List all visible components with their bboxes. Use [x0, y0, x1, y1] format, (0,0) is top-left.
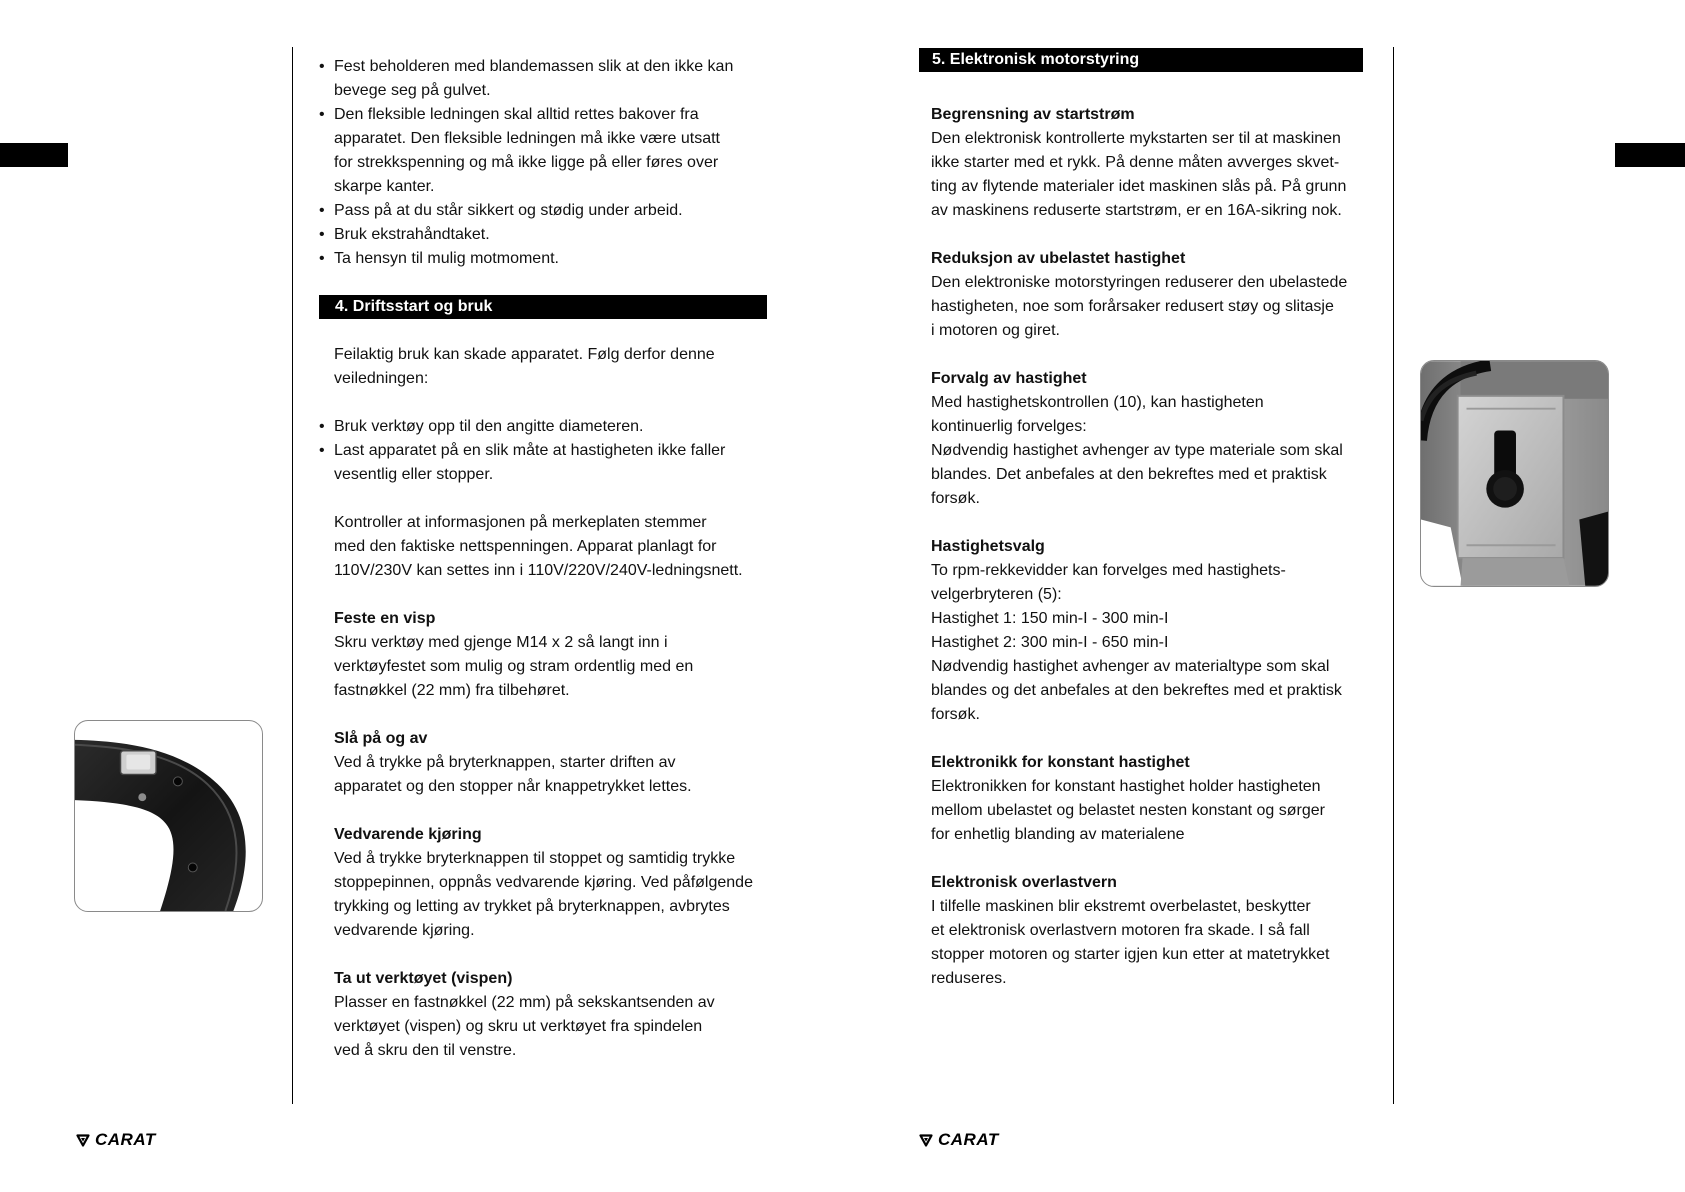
- subsection-heading: Feste en visp: [334, 610, 436, 627]
- bullet-marker: •: [319, 418, 325, 435]
- text-line: trykking og letting av trykket på bryterknappen, avbrytes: [334, 898, 730, 915]
- brand-logo: [919, 1130, 999, 1150]
- handle-switch-photo: [74, 720, 263, 912]
- bullet-item: [319, 223, 769, 247]
- text-line: i motoren og giret.: [931, 322, 1060, 339]
- subsection-heading: Vedvarende kjøring: [334, 826, 482, 843]
- subsection: [319, 727, 769, 799]
- subsection: [919, 367, 1365, 511]
- brand-name: CARAT: [95, 1130, 156, 1149]
- text-line: med den faktiske nettspenningen. Apparat planlagt for: [334, 538, 717, 555]
- subsection: [319, 823, 769, 943]
- text-line: ikke starter med et rykk. På denne måten avverges skvet-: [931, 154, 1340, 171]
- section-title-bar: 5. Elektronisk motorstyring: [919, 48, 1363, 72]
- text-line: blandes. Det anbefales at den bekreftes med et praktisk: [931, 466, 1327, 483]
- text-line: veiledningen:: [334, 370, 429, 387]
- text-line: reduseres.: [931, 970, 1007, 987]
- paragraph: [319, 343, 769, 391]
- text-line: blandes og det anbefales at den bekreftes med et praktisk: [931, 682, 1342, 699]
- text-line: skarpe kanter.: [334, 178, 435, 195]
- chapter-tab-right: [1615, 143, 1685, 167]
- subsection: [319, 967, 769, 1063]
- text-line: verktøyet (vispen) og skru ut verktøyet fra spindelen: [334, 1018, 703, 1035]
- text-line: bevege seg på gulvet.: [334, 82, 491, 99]
- right-column: [919, 51, 1365, 991]
- text-line: mellom ubelastet og belastet nesten konstant og sørger: [931, 802, 1325, 819]
- speed-dial-photo: [1420, 360, 1609, 587]
- text-line: stoppepinnen, oppnås vedvarende kjøring. Ved påfølgende: [334, 874, 753, 891]
- bullet-item: [319, 55, 769, 103]
- subsection-heading: Reduksjon av ubelastet hastighet: [931, 250, 1186, 267]
- text-line: Last apparatet på en slik måte at hastigheten ikke faller: [334, 442, 726, 459]
- carat-logo-icon: [919, 1133, 933, 1147]
- left-column: [319, 55, 769, 1063]
- subsection: [919, 751, 1365, 847]
- text-line: I tilfelle maskinen blir ekstremt overbelastet, beskytter: [931, 898, 1311, 915]
- margin-rule-right: [1393, 47, 1394, 1104]
- text-line: Den elektronisk kontrollerte mykstarten ser til at maskinen: [931, 130, 1341, 147]
- text-line: hastigheten, noe som forårsaker redusert støy og slitasje: [931, 298, 1334, 315]
- paragraph: [319, 511, 769, 583]
- text-line: fastnøkkel (22 mm) fra tilbehøret.: [334, 682, 570, 699]
- section-title-bar: 4. Driftsstart og bruk: [319, 295, 767, 319]
- bullet-marker: •: [319, 226, 325, 243]
- text-line: stopper motoren og starter igjen kun etter at matetrykket: [931, 946, 1330, 963]
- text-line: velgerbryteren (5):: [931, 586, 1062, 603]
- bullet-item: [319, 247, 769, 271]
- text-line: vedvarende kjøring.: [334, 922, 475, 939]
- text-line: verktøyfestet som mulig og stram ordentlig med en: [334, 658, 694, 675]
- text-line: Bruk verktøy opp til den angitte diameteren.: [334, 418, 644, 435]
- text-line: Elektronikken for konstant hastighet holder hastigheten: [931, 778, 1321, 795]
- text-line: for enhetlig blanding av materialene: [931, 826, 1185, 843]
- subsection-heading: Slå på og av: [334, 730, 428, 747]
- text-line: Ta hensyn til mulig motmoment.: [334, 250, 559, 267]
- subsection-heading: Elektronikk for konstant hastighet: [931, 754, 1190, 771]
- brand-logo: [76, 1130, 156, 1150]
- bullet-item: [319, 415, 769, 439]
- subsection: [919, 535, 1365, 727]
- subsection-heading: Hastighetsvalg: [931, 538, 1045, 555]
- bullet-marker: •: [319, 250, 325, 267]
- bullet-item: [319, 103, 769, 199]
- text-line: Fest beholderen med blandemassen slik at den ikke kan: [334, 58, 734, 75]
- brand-name: CARAT: [938, 1130, 999, 1149]
- text-line: To rpm-rekkevidder kan forvelges med hastighets-: [931, 562, 1286, 579]
- subsection-heading: Ta ut verktøyet (vispen): [334, 970, 513, 987]
- text-line: Hastighet 1: 150 min-I - 300 min-I: [931, 610, 1169, 627]
- text-line: Ved å trykke på bryterknappen, starter driften av: [334, 754, 676, 771]
- subsection: [319, 607, 769, 703]
- bullet-marker: •: [319, 202, 325, 219]
- chapter-tab-left: [0, 143, 68, 167]
- subsection: [919, 871, 1365, 991]
- bullet-item: [319, 439, 769, 487]
- text-line: Skru verktøy med gjenge M14 x 2 så langt inn i: [334, 634, 668, 651]
- text-line: Med hastighetskontrollen (10), kan hastigheten: [931, 394, 1264, 411]
- text-line: Plasser en fastnøkkel (22 mm) på sekskantsenden av: [334, 994, 715, 1011]
- subsection: [919, 103, 1365, 223]
- text-line: Nødvendig hastighet avhenger av materialtype som skal: [931, 658, 1330, 675]
- text-line: kontinuerlig forvelges:: [931, 418, 1087, 435]
- bullet-item: [319, 199, 769, 223]
- bullet-marker: •: [319, 58, 325, 75]
- text-line: Feilaktig bruk kan skade apparatet. Følg derfor denne: [334, 346, 715, 363]
- text-line: et elektronisk overlastvern motoren fra skade. I så fall: [931, 922, 1310, 939]
- subsection-heading: Begrensning av startstrøm: [931, 106, 1135, 123]
- text-line: Den elektroniske motorstyringen reduserer den ubelastede: [931, 274, 1348, 291]
- text-line: Kontroller at informasjonen på merkeplaten stemmer: [334, 514, 707, 531]
- text-line: Ved å trykke bryterknappen til stoppet og samtidig trykke: [334, 850, 736, 867]
- carat-logo-icon: [76, 1133, 90, 1147]
- text-line: Nødvendig hastighet avhenger av type materiale som skal: [931, 442, 1343, 459]
- text-line: Hastighet 2: 300 min-I - 650 min-I: [931, 634, 1169, 651]
- bullet-marker: •: [319, 106, 325, 123]
- subsection-heading: Forvalg av hastighet: [931, 370, 1087, 387]
- text-line: Den fleksible ledningen skal alltid rettes bakover fra: [334, 106, 699, 123]
- text-line: for strekkspenning og må ikke ligge på eller føres over: [334, 154, 719, 171]
- text-line: ved å skru den til venstre.: [334, 1042, 517, 1059]
- text-line: forsøk.: [931, 706, 980, 723]
- margin-rule-left: [292, 47, 293, 1104]
- text-line: Bruk ekstrahåndtaket.: [334, 226, 490, 243]
- subsection-heading: Elektronisk overlastvern: [931, 874, 1117, 891]
- text-line: apparatet og den stopper når knappetrykket lettes.: [334, 778, 692, 795]
- text-line: apparatet. Den fleksible ledningen må ikke være utsatt: [334, 130, 720, 147]
- text-line: 110V/230V kan settes inn i 110V/220V/240V-ledningsnett.: [334, 562, 743, 579]
- text-line: ting av flytende materialer idet maskinen slås på. På grunn: [931, 178, 1347, 195]
- text-line: forsøk.: [931, 490, 980, 507]
- text-line: av maskinens reduserte startstrøm, er en 16A-sikring nok.: [931, 202, 1342, 219]
- text-line: Pass på at du står sikkert og stødig under arbeid.: [334, 202, 683, 219]
- bullet-marker: •: [319, 442, 325, 459]
- subsection: [919, 247, 1365, 343]
- text-line: vesentlig eller stopper.: [334, 466, 494, 483]
